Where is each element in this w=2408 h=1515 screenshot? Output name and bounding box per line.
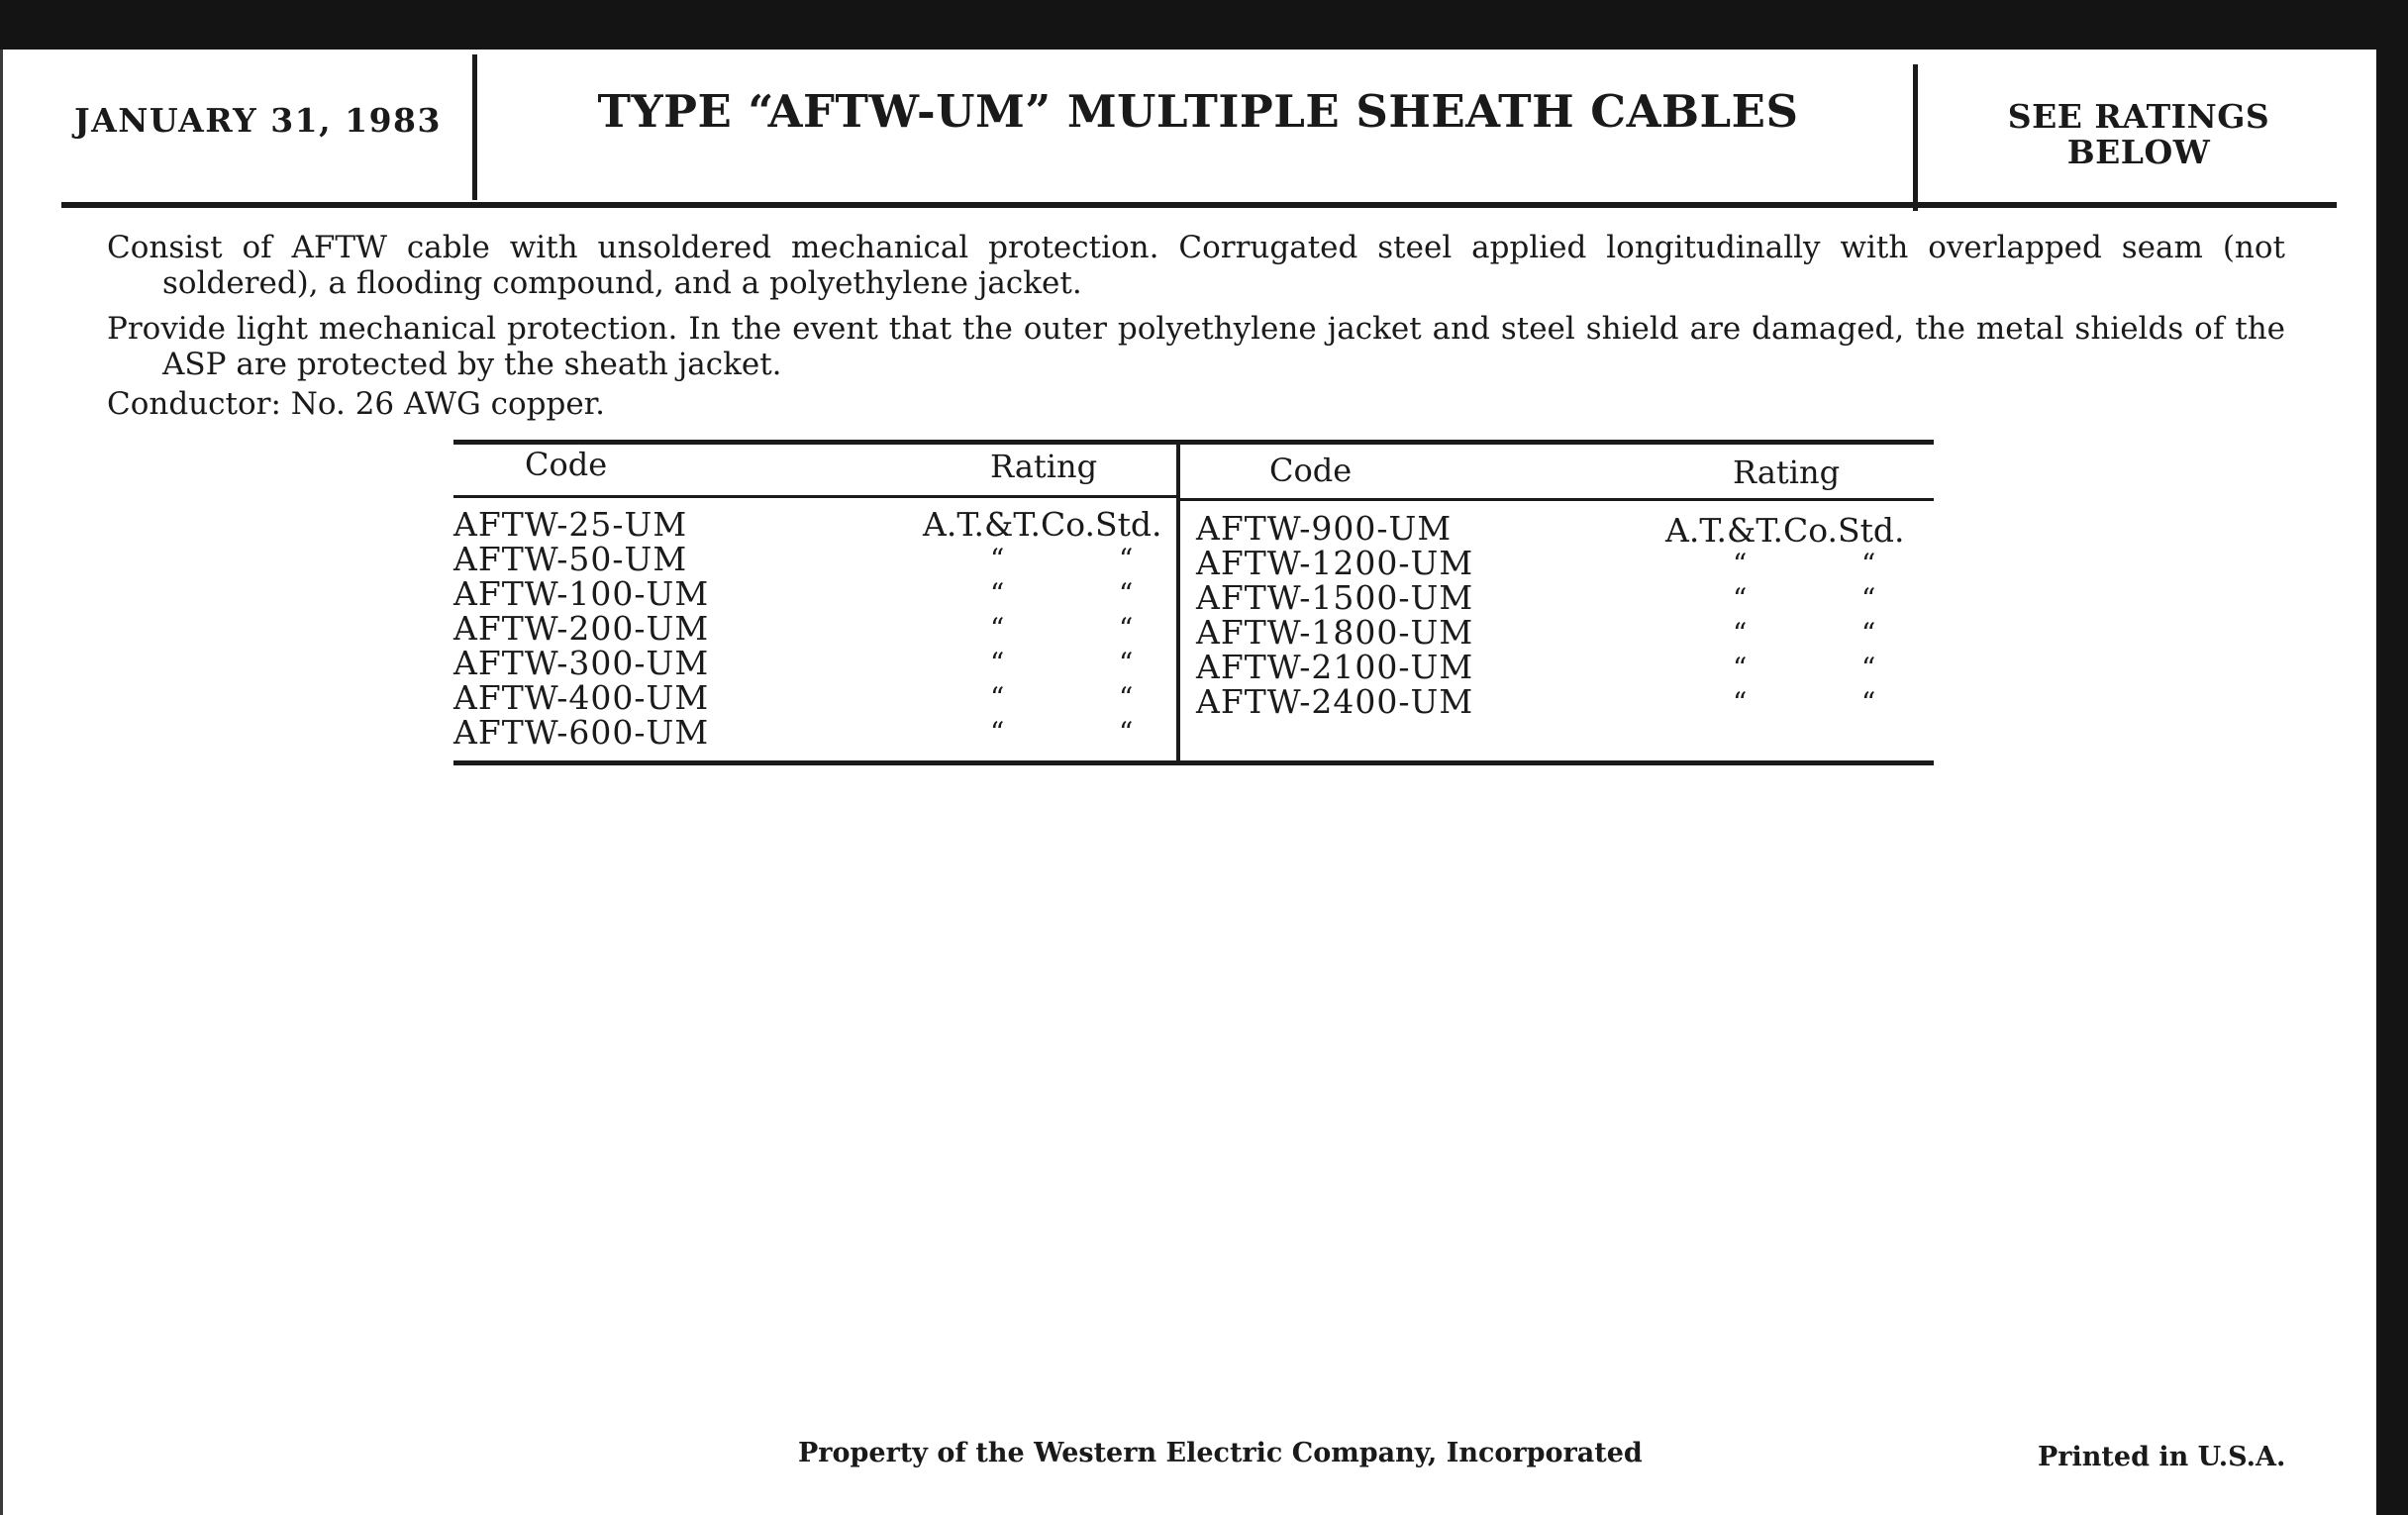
ditto-mark: “ (1119, 577, 1134, 610)
scan-border-top (0, 0, 2408, 50)
ditto-mark: “ (990, 716, 1005, 749)
scan-border-left (0, 50, 3, 1515)
table-header-rule-right (1178, 498, 1934, 501)
table-row-code: AFTW-400-UM (453, 678, 710, 717)
col-header-code-left: Code (525, 446, 608, 483)
ditto-mark: “ (1733, 548, 1748, 580)
ditto-mark: “ (1119, 681, 1134, 714)
table-row-code: AFTW-1200-UM (1196, 544, 1474, 582)
header-rule (61, 202, 2337, 208)
table-row-code: AFTW-300-UM (453, 644, 710, 682)
table-row-code: AFTW-50-UM (453, 540, 688, 578)
ditto-mark: “ (990, 647, 1005, 679)
table-row-code: AFTW-2100-UM (1196, 648, 1474, 686)
ditto-mark: “ (1733, 652, 1748, 684)
table-row-code: AFTW-100-UM (453, 574, 710, 613)
ditto-mark: “ (1119, 716, 1134, 749)
ditto-mark: “ (1119, 647, 1134, 679)
paragraph-protection: Provide light mechanical protection. In the event that the outer polyethylene jacket and steel shield are damaged, the metal shields of the ASP are protected by the sheath jacket. (107, 311, 2285, 382)
table-row-code: AFTW-900-UM (1196, 509, 1453, 548)
col-header-code-right: Code (1269, 452, 1353, 489)
footer-property: Property of the Western Electric Company, Incorporated (798, 1438, 1643, 1468)
table-row-code: AFTW-2400-UM (1196, 682, 1474, 721)
header-divider-right (1913, 64, 1918, 211)
ditto-mark: “ (1861, 617, 1876, 650)
table-bottom-rule (453, 760, 1934, 765)
ditto-mark: “ (990, 612, 1005, 645)
ditto-mark: “ (1861, 582, 1876, 615)
see-ratings-line2: BELOW (2066, 133, 2211, 171)
table-row-code: AFTW-600-UM (453, 713, 710, 752)
ditto-mark: “ (1119, 543, 1134, 575)
ditto-mark: “ (1119, 612, 1134, 645)
table-header-rule-left (453, 495, 1178, 498)
ditto-mark: “ (1861, 686, 1876, 719)
see-ratings-line1: SEE RATINGS (2007, 97, 2270, 136)
col-header-rating-right: Rating (1733, 454, 1841, 491)
table-row-code: AFTW-200-UM (453, 609, 710, 648)
footer-printed: Printed in U.S.A. (2038, 1442, 2286, 1472)
ditto-mark: “ (1733, 582, 1748, 615)
ditto-mark: “ (990, 543, 1005, 575)
scan-border-right (2376, 0, 2408, 1515)
table-row-code: AFTW-1800-UM (1196, 613, 1474, 652)
table-row-code: AFTW-25-UM (453, 505, 688, 544)
paragraph-construction: Consist of AFTW cable with unsoldered mechanical protection. Corrugated steel applied longitudinally with overlapped seam (not soldered), a flooding compound, and a polyethylene jacket. (107, 230, 2285, 301)
table-row-code: AFTW-1500-UM (1196, 578, 1474, 617)
ditto-mark: “ (990, 577, 1005, 610)
header-divider-left (472, 54, 477, 200)
table-center-divider (1176, 440, 1180, 764)
table-row-rating: A.T.&T.Co.Std. (923, 505, 1162, 544)
conductor-note: Conductor: No. 26 AWG copper. (107, 386, 605, 422)
ditto-mark: “ (1733, 686, 1748, 719)
ditto-mark: “ (990, 681, 1005, 714)
header-date: JANUARY 31, 1983 (74, 101, 442, 140)
ditto-mark: “ (1861, 548, 1876, 580)
ditto-mark: “ (1733, 617, 1748, 650)
page-title: TYPE “AFTW-UM” MULTIPLE SHEATH CABLES (597, 85, 1799, 138)
table-row-rating: A.T.&T.Co.Std. (1665, 511, 1905, 550)
ditto-mark: “ (1861, 652, 1876, 684)
table-top-rule (453, 440, 1934, 445)
col-header-rating-left: Rating (990, 448, 1098, 485)
header-see-ratings (1941, 99, 2337, 170)
